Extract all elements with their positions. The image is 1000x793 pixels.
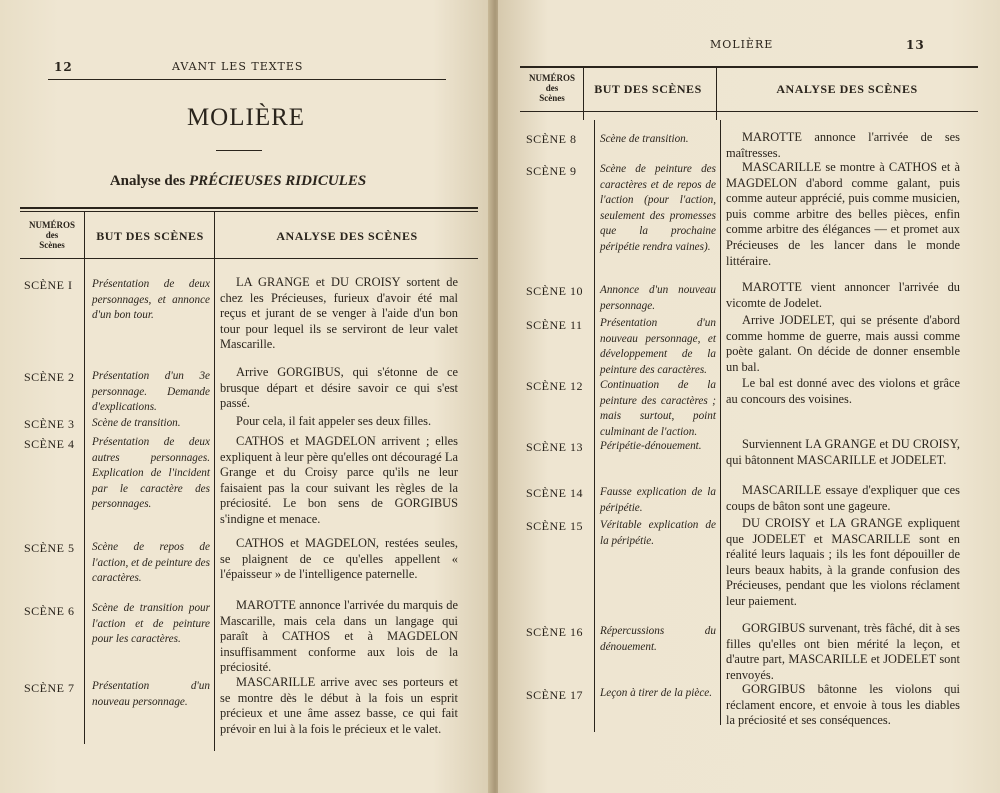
column-divider	[720, 120, 721, 725]
scene-analysis: MASCARILLE essaye d'expliquer que ces coups de bâton sont une gageure.	[726, 483, 960, 513]
scene-analysis: GORGIBUS bâtonne les violons qui réclament encore, et envoie à tous les diables la préciosité et ses conséquences.	[726, 682, 960, 728]
scene-analysis: Arrive JODELET, qui se présente d'abord comme homme de guerre, mais aussi comme poète galant. On décide de donner ensemble un bal.	[726, 313, 960, 374]
scene-purpose: Présentation d'un nouveau personnage.	[92, 680, 210, 708]
table-header-rule	[20, 258, 478, 259]
scene-purpose: Scène de transition.	[600, 133, 689, 145]
scene-analysis: MAROTTE annonce l'arrivée du marquis de Mascarille, mais cela dans un langage qui paraît à CATHOS et à MAGDELON insuffisamment conforme aux lois de la préciosité.	[220, 598, 458, 675]
scene-number: SCÈNE 2	[24, 370, 75, 384]
column-divider	[214, 211, 215, 751]
subtitle-work: PRÉCIEUSES RIDICULES	[189, 173, 367, 189]
scene-number: SCÈNE 14	[526, 486, 584, 500]
left-running-head	[22, 60, 452, 76]
scene-analysis: DU CROISY et LA GRANGE expliquent que JODELET et MASCARILLE sont en réalité leurs laquais ; ils les font dépouiller de leurs beaux habits, à la grande confusion des Précieuses, pendant que les violons réclament leur paiement.	[726, 516, 960, 608]
scene-number: SCÈNE 6	[24, 604, 75, 618]
scene-analysis: CATHOS et MAGDELON, restées seules, se plaignent de ce qu'elles appellent « l'épaisseur » de l'intelligence paternelle.	[220, 536, 458, 582]
page-title: MOLIÈRE	[186, 104, 306, 131]
scene-analysis: GORGIBUS survenant, très fâché, dit à ses filles qu'elles ont bien mérité la leçon, et d'autre part, MASCARILLE et JODELET sont renvoyés.	[726, 621, 960, 682]
column-divider	[84, 211, 85, 744]
scene-purpose: Fausse explication de la péripétie.	[600, 486, 716, 514]
header-analyse: ANALYSE DES SCÈNES	[276, 229, 418, 243]
column-divider	[594, 120, 595, 732]
scene-purpose: Véritable explication de la péripétie.	[600, 519, 716, 547]
scene-analysis: MASCARILLE arrive avec ses porteurs et se montre dès le début à la fois un esprit précieux et une âme assez basse, ce qui fait prévoir en lui à la fois le précieux et le valet.	[220, 675, 458, 736]
right-running-head	[498, 38, 1000, 54]
scene-number: SCÈNE 16	[526, 625, 584, 639]
scene-purpose: Scène de peinture des caractères et de repos de l'action (pour l'action, seulement des promesses que la prochaine péripétie rendra vaines).	[600, 163, 716, 253]
scene-purpose: Scène de repos de l'action, et de peinture des caractères.	[92, 541, 210, 585]
scene-number: SCÈNE 3	[24, 417, 75, 431]
table-top-rule	[20, 207, 478, 209]
scene-purpose: Leçon à tirer de la pièce.	[600, 687, 713, 699]
scene-purpose: Scène de transition pour l'action et de peinture pour les caractères.	[92, 602, 210, 646]
scene-number: SCÈNE 9	[526, 164, 577, 178]
scene-analysis: CATHOS et MAGDELON arrivent ; elles expliquent à leur père qu'elles ont découragé La Grange et du Croisy parce qu'ils ne leur faisaient pas la cour suivant les règles de la préciosité. Le bon sens de GORGIBUS s'indigne et menace.	[220, 434, 458, 526]
scene-number: SCÈNE 11	[526, 318, 583, 332]
scene-purpose: Présentation d'un 3e personnage. Demande d'explications.	[92, 370, 210, 414]
header-analyse: ANALYSE DES SCÈNES	[776, 82, 918, 96]
scene-analysis: MAROTTE annonce l'arrivée de ses maîtresses.	[726, 130, 960, 160]
scene-purpose: Présentation de deux autres personnages. Explication de l'incident par le caractère des personnages.	[92, 436, 210, 511]
title-rule	[216, 150, 262, 151]
scene-purpose: Répercussions du dénouement.	[600, 625, 716, 653]
scene-purpose: Annonce d'un nouveau personnage.	[600, 284, 716, 312]
scene-purpose: Scène de transition.	[92, 417, 181, 429]
column-divider	[716, 68, 717, 120]
scene-number: SCÈNE 10	[526, 284, 584, 298]
scene-analysis: LA GRANGE et DU CROISY sortent de chez les Précieuses, furieux d'avoir été mal reçus et jurant de se venger à l'aide d'un bon tour pour lequel ils se serviront de leur valet Mascarille.	[220, 275, 458, 352]
left-running-title: AVANT LES TEXTES	[172, 60, 304, 73]
head-rule	[48, 79, 446, 80]
scene-analysis: Pour cela, il fait appeler ses deux filles.	[236, 414, 432, 428]
scene-purpose: Présentation d'un nouveau personnage, et développement de la peinture des caractères.	[600, 317, 716, 376]
right-running-title: MOLIÈRE	[710, 38, 774, 51]
scene-analysis: MAROTTE vient annoncer l'arrivée du vicomte de Jodelet.	[726, 280, 960, 310]
scene-number: SCÈNE 12	[526, 379, 584, 393]
scene-analysis: Le bal est donné avec des violons et grâce au concours des voisines.	[726, 376, 960, 406]
table-header-rule	[520, 111, 978, 112]
table-top-rule-2	[20, 211, 478, 212]
scene-number: SCÈNE 8	[526, 132, 577, 146]
header-numeros: NUMÉROS des Scènes	[28, 220, 75, 250]
left-page	[0, 0, 492, 793]
scene-analysis: MASCARILLE se montre à CATHOS et à MAGDELON d'abord comme galant, puis comme auteur apprécié, puis comme musicien, puis comme arbitre des belles pièces, enfin comme arbitre des élégances — et promet aux Précieuses de les lancer dans le monde littéraire.	[726, 160, 960, 268]
scene-number: SCÈNE 17	[526, 688, 584, 702]
table-top-rule	[520, 66, 978, 68]
header-but: BUT DES SCÈNES	[594, 82, 702, 96]
scene-analysis: Arrive GORGIBUS, qui s'étonne de ce brusque départ et désire savoir ce qui s'est passé.	[220, 365, 458, 411]
scene-number: SCÈNE 5	[24, 541, 75, 555]
scene-number: SCÈNE 7	[24, 681, 75, 695]
page-subtitle	[0, 173, 476, 190]
column-divider	[583, 68, 584, 120]
scene-number: SCÈNE 15	[526, 519, 584, 533]
scene-purpose: Péripétie-dénouement.	[600, 440, 702, 452]
scene-purpose: Présentation de deux personnages, et annonce d'un bon tour.	[92, 278, 210, 322]
scene-number: SCÈNE 4	[24, 437, 75, 451]
subtitle-prefix: Analyse des	[109, 173, 186, 189]
right-page-number: 13	[906, 38, 925, 52]
header-numeros: NUMÉROS des Scènes	[528, 73, 575, 103]
scene-analysis: Surviennent LA GRANGE et DU CROISY, qui bâtonnent MASCARILLE et JODELET.	[726, 437, 960, 467]
left-page-number: 12	[54, 60, 73, 74]
header-but: BUT DES SCÈNES	[96, 229, 204, 243]
scene-number: SCÈNE I	[24, 278, 73, 292]
right-page	[498, 0, 1000, 793]
scene-purpose: Continuation de la peinture des caractères ; mais surtout, point culminant de l'action.	[600, 379, 716, 438]
scene-number: SCÈNE 13	[526, 440, 584, 454]
